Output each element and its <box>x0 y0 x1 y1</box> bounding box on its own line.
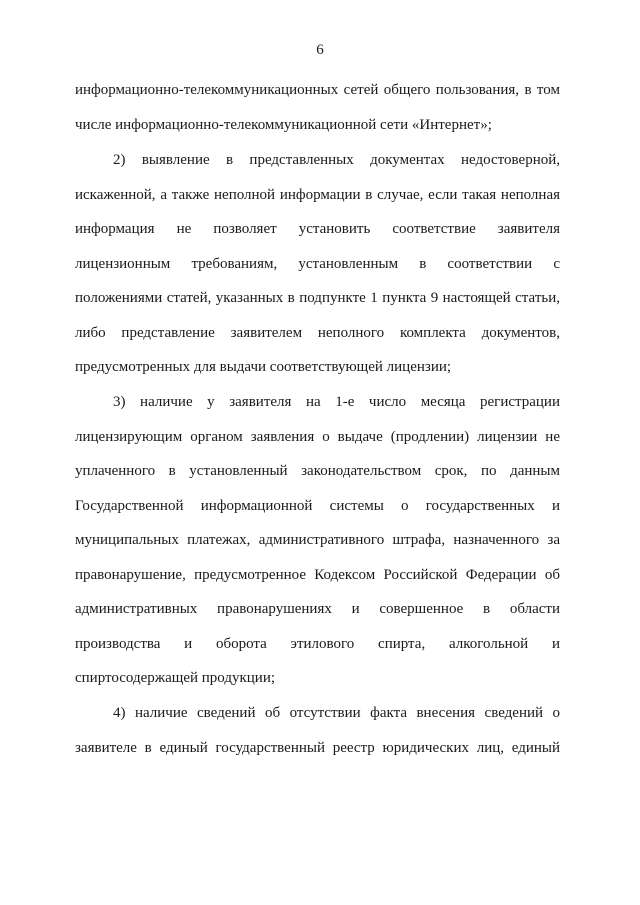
text-line: лицензирующим органом заявления о выдаче (продлении) лицензии не <box>75 429 560 445</box>
text-line: предусмотренных для выдачи соответствующей лицензии; <box>75 359 452 375</box>
text-line: числе информационно-телекоммуникационной сети «Интернет»; <box>75 117 492 133</box>
text-line: Государственной информационной системы о государственных и <box>75 498 560 514</box>
text-line: заявителе в единый государственный реестр юридических лиц, единый <box>75 740 560 756</box>
text-line: информация не позволяет установить соответствие заявителя <box>75 221 560 237</box>
paragraph-4-start: 4) наличие сведений об отсутствии факта внесения сведений о <box>113 705 560 721</box>
page-number: 6 <box>316 42 324 58</box>
text-line: административных правонарушениях и совершенное в области <box>75 601 560 617</box>
text-line: правонарушение, предусмотренное Кодексом Российской Федерации об <box>75 567 560 583</box>
text-line: спиртосодержащей продукции; <box>75 670 276 686</box>
text-line: лицензионным требованиям, установленным в соответствии с <box>75 256 560 272</box>
text-line: либо представление заявителем неполного комплекта документов, <box>75 325 560 341</box>
text-line: информационно-телекоммуникационных сетей общего пользования, в том <box>75 82 560 98</box>
text-line: искаженной, а также неполной информации в случае, если такая неполная <box>75 187 560 203</box>
text-line: производства и оборота этилового спирта, алкогольной и <box>75 636 560 652</box>
text-line: муниципальных платежах, административного штрафа, назначенного за <box>75 532 560 548</box>
text-line: уплаченного в установленный законодательством срок, по данным <box>75 463 560 479</box>
text-line: положениями статей, указанных в подпункте 1 пункта 9 настоящей статьи, <box>75 290 560 306</box>
paragraph-3-start: 3) наличие у заявителя на 1-е число месяца регистрации <box>113 394 560 410</box>
paragraph-2-start: 2) выявление в представленных документах недостоверной, <box>113 152 560 168</box>
